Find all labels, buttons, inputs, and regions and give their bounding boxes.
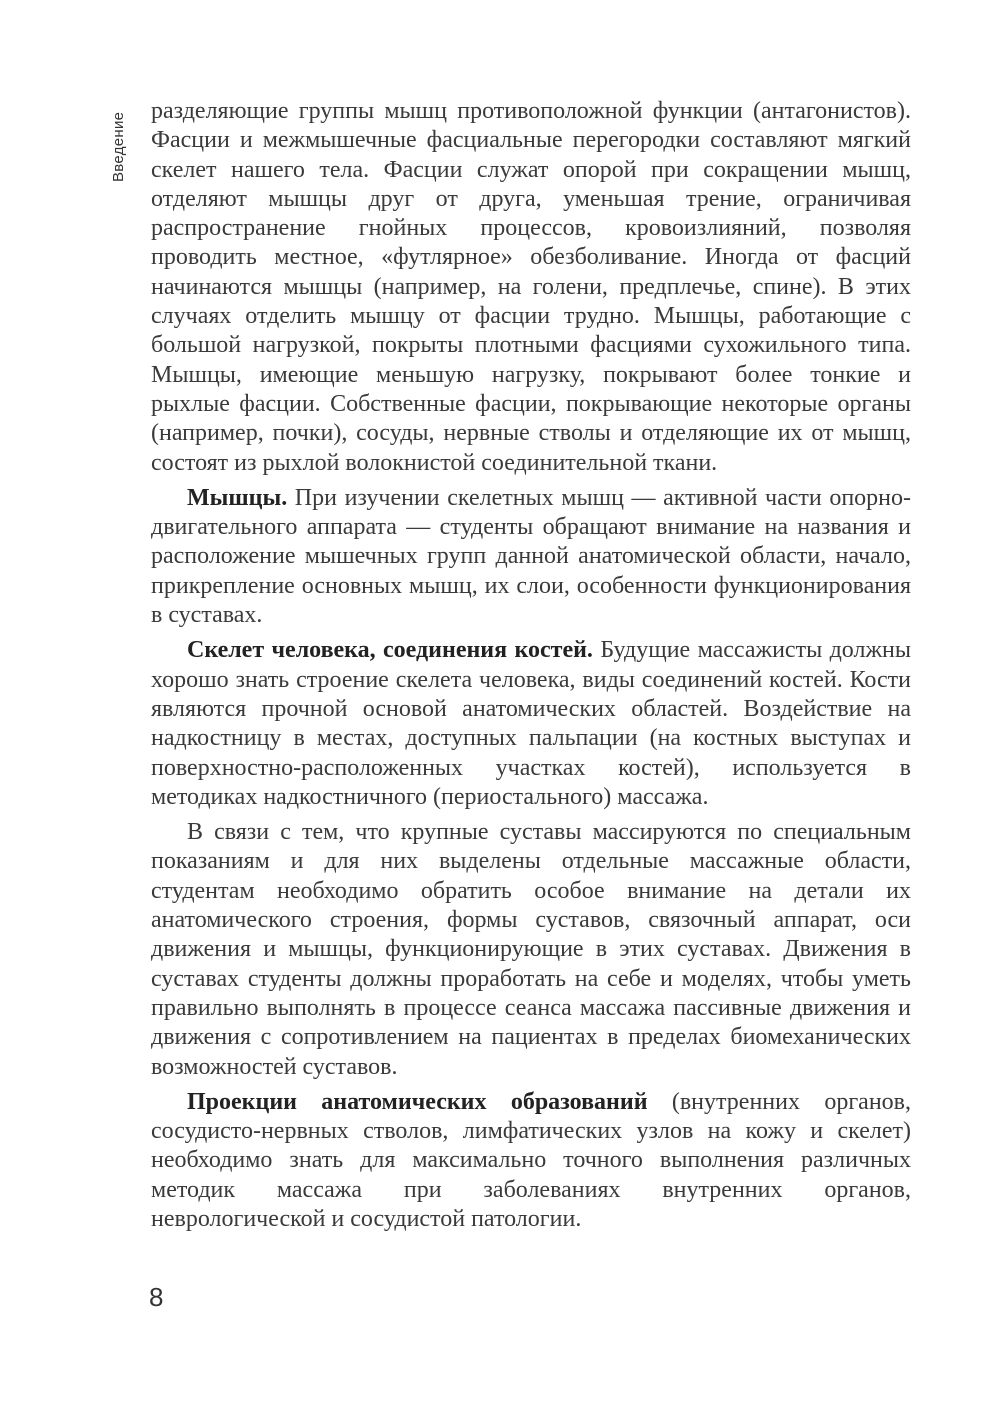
page-number: 8 — [149, 1282, 164, 1312]
body-text — [151, 97, 911, 1240]
section-running-header: Введение — [110, 111, 127, 182]
paragraph-fascia — [151, 97, 911, 478]
paragraph-joints — [151, 818, 911, 1082]
paragraph-projections — [151, 1088, 911, 1234]
paragraph-skeleton-text: Будущие массажисты должны хорошо знать строение скелета человека, виды соединений костей. Кости являются прочной основой анатомических областей. Воздействие на надкостницу в местах, доступных пальпации (на костных выступах и поверхностно-расположенных участках костей), используется в методиках надкостничного (периостального) массажа. — [151, 637, 911, 810]
heading-muscles: Мышцы. — [187, 484, 288, 511]
heading-projections: Проекции анатомических образований — [187, 1088, 648, 1115]
paragraph-fascia-text: разделяющие группы мышц противоположной функции (антагонистов). Фасции и межмышечные фасциальные перегородки составляют мягкий скелет нашего тела. Фасции служат опорой при сокращении мышц, отделяют мышцы друг от друга, уменьшая трение, ограничивая распространение гнойных процессов, кровоизлияний, позволяя проводить местное, «футлярное» обезболивание. Иногда от фасций начинаются мышцы (например, на голени, предплечье, спине). В этих случаях отделить мышцу от фасции трудно. Мышцы, работающие с большой нагрузкой, покрыты плотными фасциями сухожильного типа. Мышцы, имеющие меньшую нагрузку, покрывают более тонкие и рыхлые фасции. Собственные фасции, покрывающие некоторые органы (например, почки), сосуды, нервные стволы и отделяющие их от мышц, состоят из рыхлой волокнистой соединительной ткани. — [151, 98, 911, 476]
paragraph-projections-text: (внутренних органов, сосудисто-нервных стволов, лимфатических узлов на кожу и скелет) необходимо знать для максимально точного выполнения различных методик массажа при заболеваниях внутренних органов, неврологической и сосудистой патологии. — [151, 1088, 911, 1232]
heading-skeleton: Скелет человека, соединения костей. — [187, 637, 593, 664]
paragraph-skeleton — [151, 636, 911, 812]
paragraph-muscles — [151, 484, 911, 630]
paragraph-joints-text: В связи с тем, что крупные суставы массируются по специальным показаниям и для них выделены отдельные массажные области, студентам необходимо обратить особое внимание на детали их анатомического строения, формы суставов, связочный аппарат, оси движения и мышцы, функционирующие в этих суставах. Движения в суставах студенты должны проработать на себе и моделях, чтобы уметь правильно выполнять в процессе сеанса массажа пассивные движения и движения с сопротивлением на пациентах в пределах биомеханических возможностей суставов. — [151, 819, 911, 1080]
paragraph-muscles-text: При изучении скелетных мышц — активной части опорно-двигательного аппарата — студенты обращают внимание на названия и расположение мышечных групп данной анатомической области, начало, прикрепление основных мышц, их слои, особенности функционирования в суставах. — [151, 484, 911, 629]
